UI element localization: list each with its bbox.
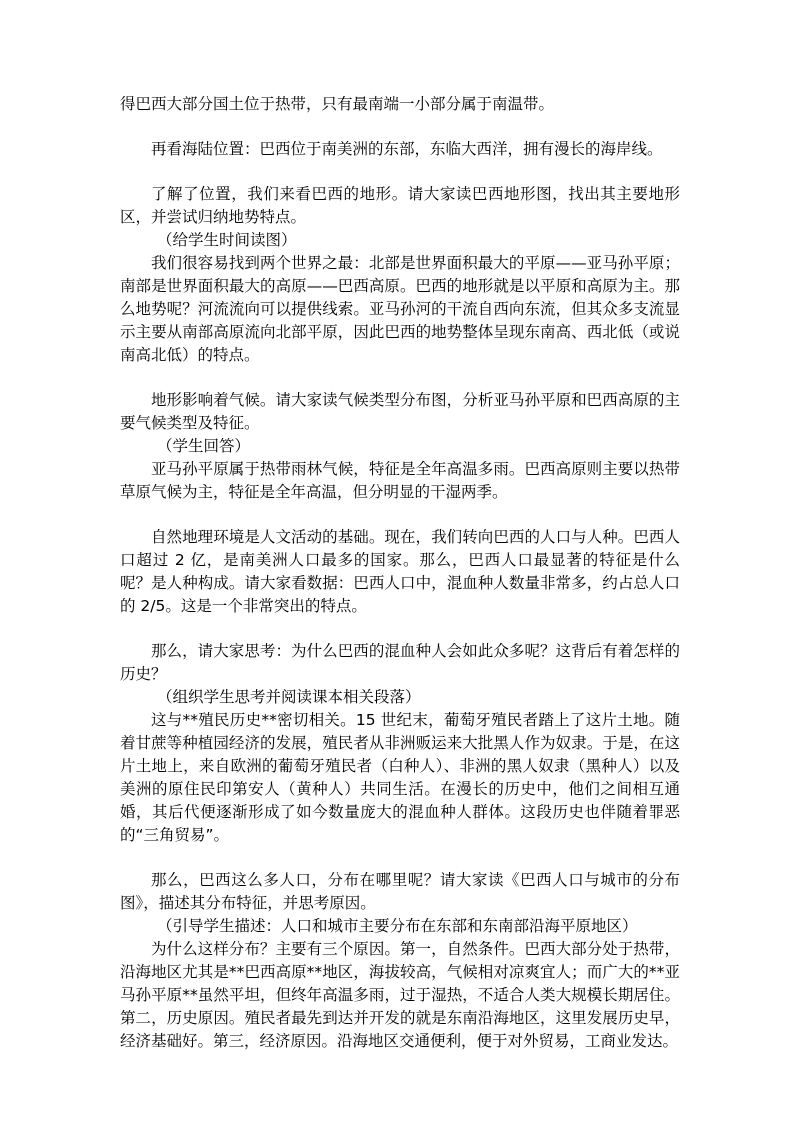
paragraph-8: 那么，请大家思考：为什么巴西的混血种人会如此众多呢？这背后有着怎样的历史？	[120, 642, 680, 683]
paragraph-11: 为什么这样分布？主要有三个原因。第一，自然条件。巴西大部分处于热带，沿海地区尤其是**巴西高原**地区，海拔较高，气候相对凉爽宜人；而广大的**亚马孙平原**虽然平坦，但终年高温多雨，过于湿热，不适合人类大规模长期居住。第二，历史原因。殖民者最先到达并开发的就是东南沿海地区，这里发展历史早，经济基础好。第三，经济原因。沿海地区交通便利，便于对外贸易，工商业发达。	[120, 940, 680, 1050]
teacher-note-3: （组织学生思考并阅读课本相关段落）	[157, 688, 421, 706]
paragraph-1: 得巴西大部分国土位于热带，只有最南端一小部分属于南温带。	[120, 95, 555, 113]
paragraph-6: 亚马孙平原属于热带雨林气候，特征是全年高温多雨。巴西高原则主要以热带草原气候为主，特征是全年高温，但分明显的干湿两季。	[120, 460, 680, 501]
paragraph-7: 自然地理环境是人文活动的基础。现在，我们转向巴西的人口与人种。巴西人口超过 2 亿，是南美洲人口最多的国家。那么，巴西人口最显著的特征是什么呢？是人种构成。请大家看数据：巴西人口中，混血种人数量非常多，约占总人口的 2/5。这是一个非常突出的特点。	[120, 528, 680, 615]
paragraph-2: 再看海陆位置：巴西位于南美洲的东部，东临大西洋，拥有漫长的海岸线。	[151, 140, 663, 158]
paragraph-9: 这与**殖民历史**密切相关。15 世纪末，葡萄牙殖民者踏上了这片土地。随着甘蔗等种植园经济的发展，殖民者从非洲贩运来大批黑人作为奴隶。于是，在这片土地上，来自欧洲的葡萄牙殖民者（白种人）、非洲的黑人奴隶（黑种人）以及美洲的原住民印第安人（黄种人）共同生活。在漫长的历史中，他们之间相互通婚，其后代便逐渐形成了如今数量庞大的混血种人群体。这段历史也伴随着罪恶的“三角贸易”。	[120, 711, 680, 844]
paragraph-5: 地形影响着气候。请大家读气候类型分布图，分析亚马孙平原和巴西高原的主要气候类型及特征。	[120, 391, 680, 432]
teacher-note-2: （学生回答）	[157, 437, 251, 455]
paragraph-3: 了解了位置，我们来看巴西的地形。请大家读巴西地形图，找出其主要地形区，并尝试归纳地势特点。	[120, 185, 680, 226]
paragraph-10: 那么，巴西这么多人口，分布在哪里呢？请大家读《巴西人口与城市的分布图》，描述其分布特征，并思考原因。	[120, 871, 680, 912]
paragraph-4: 我们很容易找到两个世界之最：北部是世界面积最大的平原——亚马孙平原；南部是世界面积最大的高原——巴西高原。巴西的地形就是以平原和高原为主。那么地势呢？河流流向可以提供线索。亚马孙河的干流自西向东流，但其众多支流显示主要从南部高原流向北部平原，因此巴西的地势整体呈现东南高、西北低（或说南高北低）的特点。	[120, 254, 680, 364]
teacher-note-4: （引导学生描述：人口和城市主要分布在东部和东南部沿海平原地区）	[157, 917, 638, 935]
document-body	[120, 93, 680, 1053]
teacher-note-1: （给学生时间读图）	[157, 231, 297, 249]
